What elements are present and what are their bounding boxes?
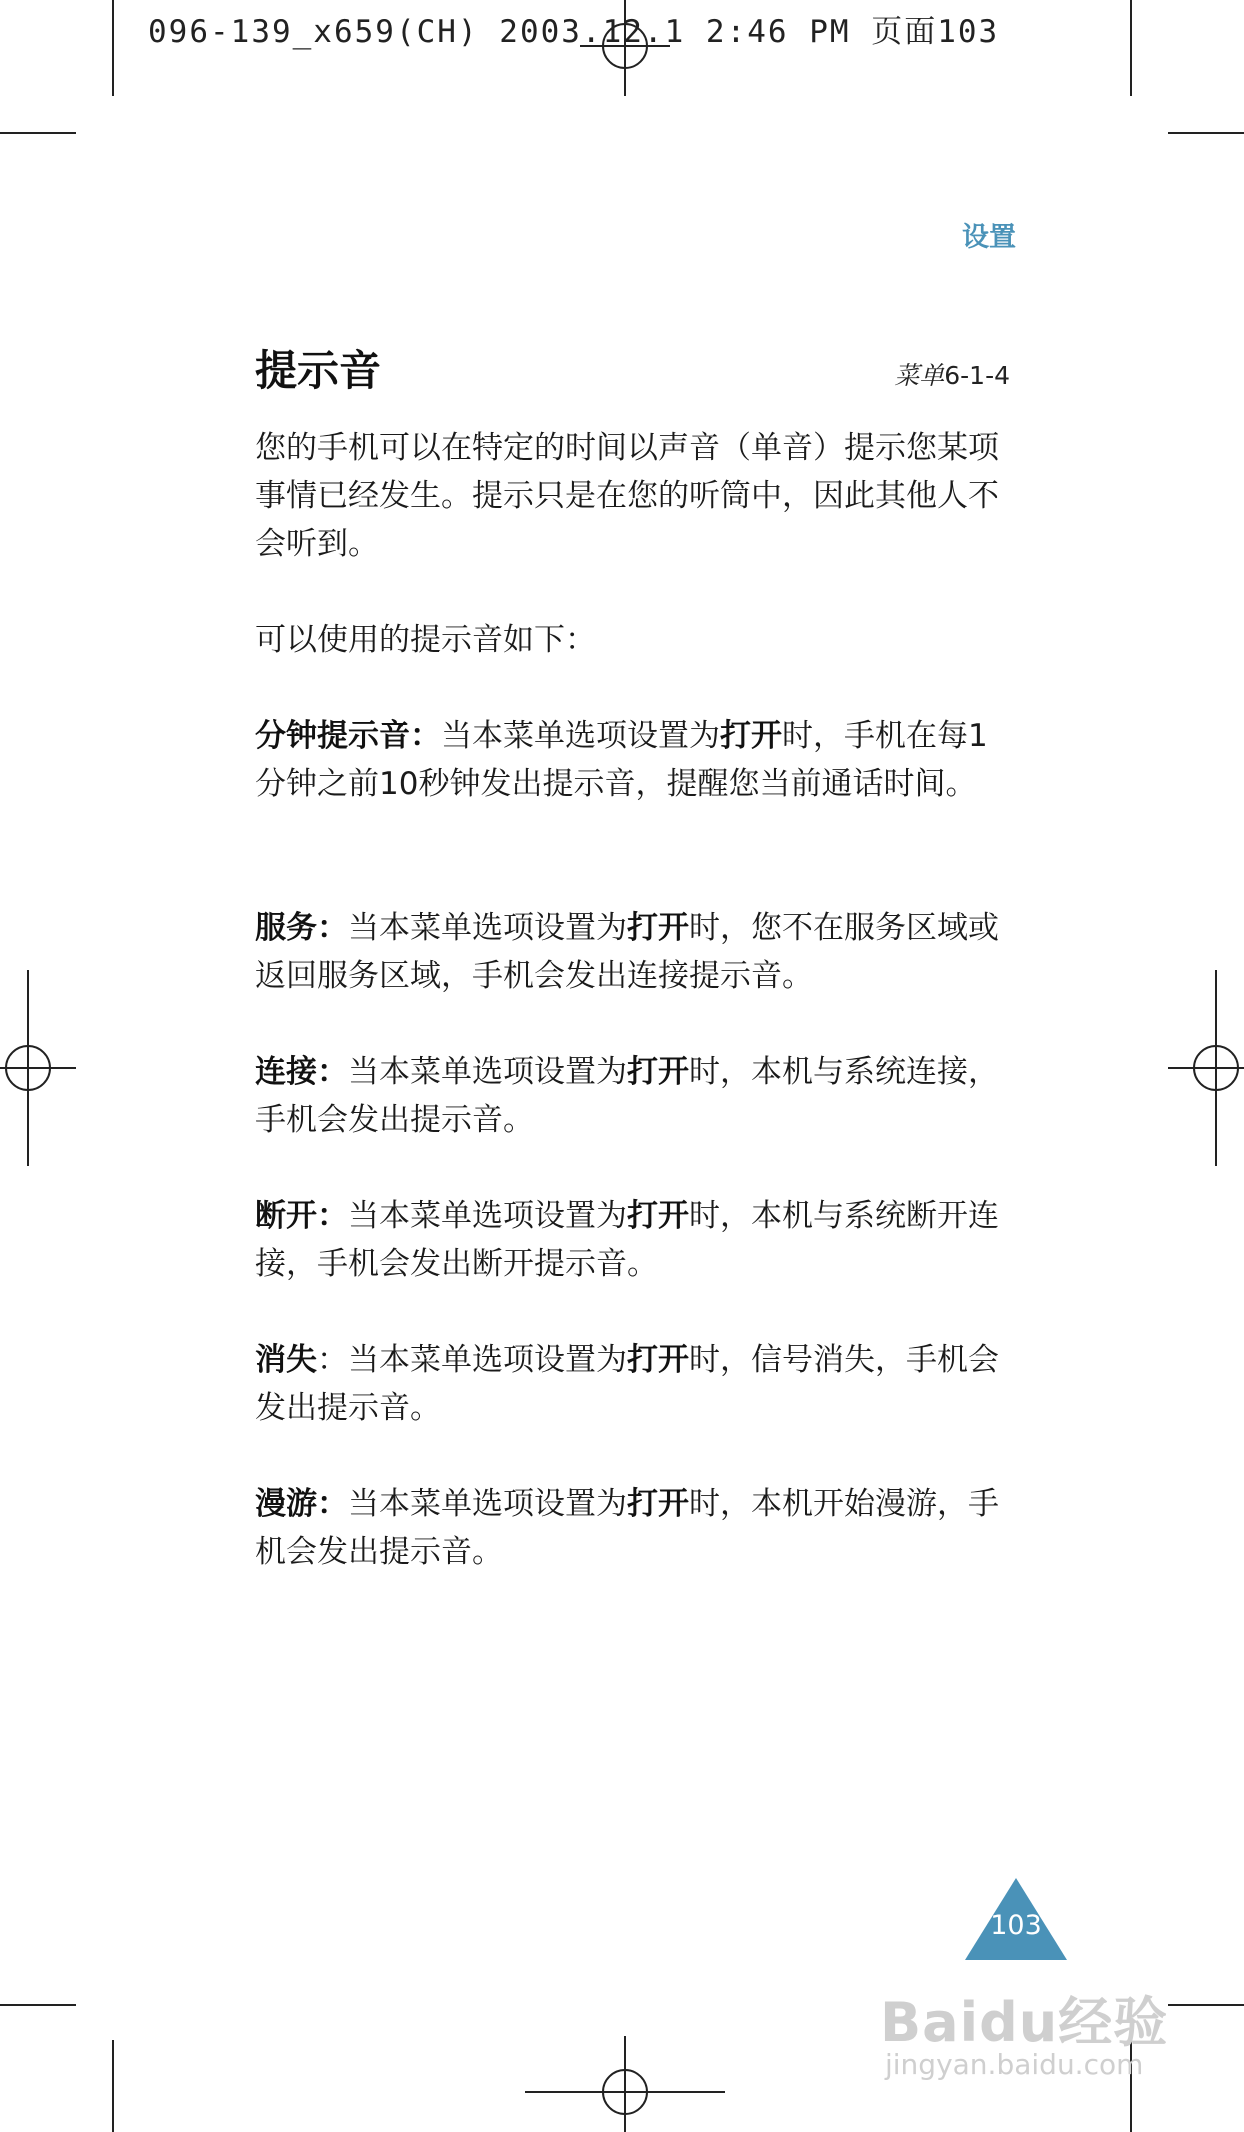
item-post: 时，本机与系统断开连接，手机会发出断开提示音。 (255, 1198, 999, 1282)
item-term: 消失 (255, 1342, 317, 1378)
available-line: 可以使用的提示音如下： (255, 622, 596, 658)
item-post: 时，本机与系统连接，手机会发出提示音。 (255, 1054, 999, 1138)
crop-mark-bl-h (0, 2004, 76, 2006)
watermark-logo: Baidu经验 (880, 1991, 1169, 2054)
item-pre: 当本菜单选项设置为 (348, 1486, 627, 1522)
item-roaming (255, 1480, 1015, 1576)
section-label: 设置 (962, 222, 1016, 253)
print-header: 096-139_x659(CH) 2003.12.1 2:46 PM 页面103 (148, 14, 1000, 50)
item-term: 漫游： (255, 1486, 348, 1522)
crop-mark-tl-h (0, 132, 76, 134)
item-term: 断开： (255, 1198, 348, 1234)
item-keyword: 打开 (627, 910, 689, 946)
registration-mark-right (1164, 970, 1244, 1170)
item-pre: 当本菜单选项设置为 (348, 1054, 627, 1090)
crop-mark-tr-h (1168, 132, 1244, 134)
crop-mark-bl-v (112, 2040, 114, 2132)
item-keyword: 打开 (627, 1486, 689, 1522)
item-keyword: 打开 (627, 1054, 689, 1090)
watermark-url: jingyan.baidu.com (885, 2048, 1144, 2081)
item-term: 分钟提示音： (255, 718, 441, 754)
item-disconnect (255, 1192, 1015, 1288)
item-connect (255, 1048, 1015, 1144)
registration-mark-top (580, 0, 670, 100)
item-term: 服务： (255, 910, 348, 946)
crop-mark-tr-v (1130, 0, 1132, 96)
item-service (255, 904, 1015, 1000)
menu-ref-number: 6-1-4 (944, 361, 1010, 390)
registration-mark-bottom (525, 2036, 725, 2132)
menu-ref-prefix: 菜单 (894, 361, 945, 390)
registration-mark-left (0, 970, 80, 1170)
item-pre: 当本菜单选项设置为 (441, 718, 720, 754)
item-post: 时，手机在每1分钟之前10秒钟发出提示音，提醒您当前通话时间。 (255, 718, 988, 802)
item-post: 时，本机开始漫游，手机会发出提示音。 (255, 1486, 999, 1570)
item-pre: ：当本菜单选项设置为 (317, 1342, 627, 1378)
item-pre: 当本菜单选项设置为 (348, 1198, 627, 1234)
crop-mark-br-h (1168, 2004, 1244, 2006)
item-pre: 当本菜单选项设置为 (348, 910, 627, 946)
item-signal-lost (255, 1336, 1015, 1432)
item-term: 连接： (255, 1054, 348, 1090)
page-title: 提示音 (255, 346, 382, 395)
page-number: 103 (990, 1910, 1042, 1941)
item-minute-tone (255, 712, 1015, 808)
item-post: 时，信号消失，手机会发出提示音。 (255, 1342, 999, 1426)
item-keyword: 打开 (627, 1198, 689, 1234)
crop-mark-tl-v (112, 0, 114, 96)
item-keyword: 打开 (720, 718, 782, 754)
item-post: 时，您不在服务区域或返回服务区域，手机会发出连接提示音。 (255, 910, 999, 994)
item-keyword: 打开 (627, 1342, 689, 1378)
intro-paragraph: 您的手机可以在特定的时间以声音（单音）提示您某项事情已经发生。提示只是在您的听筒中，因此其他人不会听到。 (255, 430, 999, 562)
menu-reference (894, 356, 1010, 392)
